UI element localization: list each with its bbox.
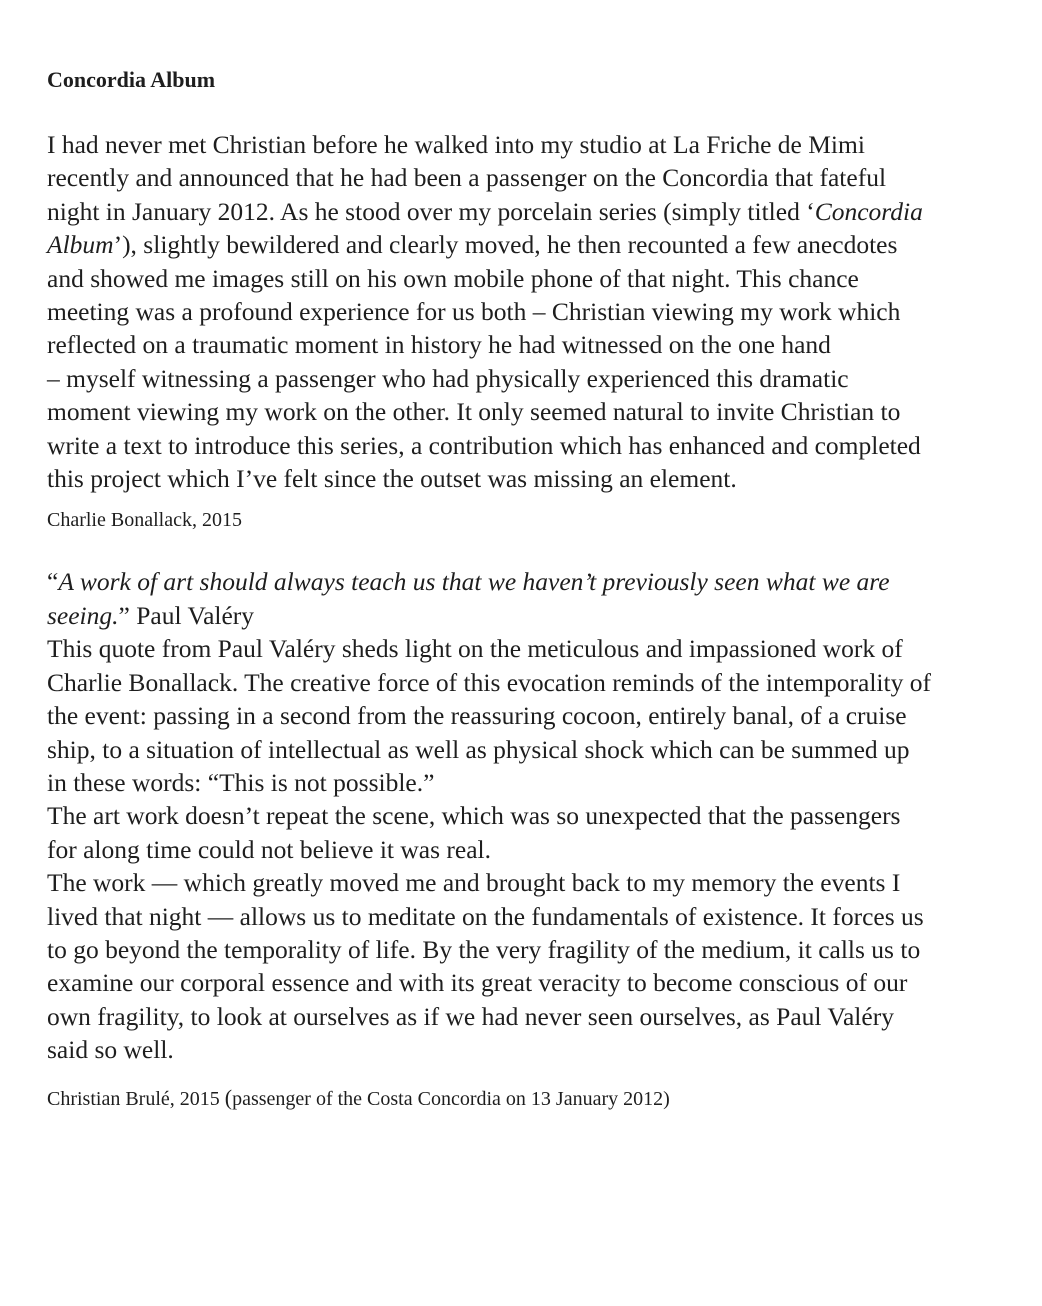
text-line: to go beyond the temporality of life. By the very fragility of the medium, it calls us to: [47, 934, 921, 964]
text-line: – myself witnessing a passenger who had physically experienced this dramatic: [47, 363, 849, 393]
text-line: examine our corporal essence and with its great veracity to become conscious of our: [47, 968, 908, 998]
series-title-italic: Concordia: [814, 196, 923, 226]
signature-name: Christian Brulé, 2015: [47, 1087, 225, 1110]
open-quote-mark: “: [47, 567, 59, 597]
text-line: I had never met Christian before he walked into my studio at La Friche de Mimi: [47, 130, 865, 159]
text-line: meeting was a profound experience for us both – Christian viewing my work which: [47, 297, 901, 327]
paren-open: (: [224, 1084, 233, 1110]
text-span: night in January 2012. As he stood over my porcelain series (simply titled ‘: [47, 196, 815, 226]
text-line: ship, to a situation of intellectual as well as physical shock which can be summed up: [47, 734, 910, 764]
quote-line: [47, 565, 1027, 598]
text-span: ’), slightly bewildered and clearly moved, he then recounted a few anecdotes: [113, 230, 898, 260]
text-line: own fragility, to look at ourselves as if we had never seen ourselves, as Paul Valéry: [47, 1001, 894, 1031]
text-line: write a text to introduce this series, a contribution which has enhanced and completed: [47, 430, 921, 460]
text-line: the event: passing in a second from the reassuring cocoon, entirely banal, of a cruise: [47, 701, 907, 731]
text-line: for along time could not believe it was real.: [47, 834, 491, 864]
text-line: [47, 228, 1027, 261]
document-page: [47, 66, 1027, 1112]
series-title-italic-cont: Album: [47, 230, 114, 260]
text-line: lived that night — allows us to meditate on the fundamentals of existence. It forces us: [47, 901, 924, 931]
text-line: and showed me images still on his own mobile phone of that night. This chance: [47, 263, 859, 293]
quote-text: seeing.: [47, 600, 119, 630]
intro-paragraph: [47, 128, 1027, 495]
text-line: The art work doesn’t repeat the scene, which was so unexpected that the passengers: [47, 801, 901, 831]
essay-paragraph: [47, 632, 1027, 1066]
text-line: reflected on a traumatic moment in history he had witnessed on the one hand: [47, 330, 831, 360]
intro-signature: Charlie Bonallack, 2015: [47, 509, 242, 532]
text-line: recently and announced that he had been a passenger on the Concordia that fateful: [47, 163, 887, 193]
quote-paragraph: [47, 565, 1027, 632]
closing-signature: [47, 1085, 1027, 1112]
text-line: This quote from Paul Valéry sheds light on the meticulous and impassioned work of: [47, 634, 903, 664]
text-line: Charlie Bonallack. The creative force of this evocation reminds of the intemporality of: [47, 667, 931, 697]
text-line: The work — which greatly moved me and brought back to my memory the events I: [47, 868, 901, 898]
close-quote-mark: ”: [118, 600, 130, 630]
signature-note: passenger of the Costa Concordia on 13 January 2012): [232, 1087, 670, 1110]
quote-line: [47, 599, 1027, 632]
text-line: moment viewing my work on the other. It only seemed natural to invite Christian to: [47, 397, 901, 427]
quote-text: A work of art should always teach us that we haven’t previously seen what we are: [58, 567, 890, 597]
quote-author: Paul Valéry: [129, 600, 255, 630]
document-title: Concordia Album: [47, 67, 216, 92]
text-line: said so well.: [47, 1035, 174, 1065]
text-line: this project which I’ve felt since the outset was missing an element.: [47, 464, 737, 494]
text-line: [47, 195, 1027, 228]
text-line: in these words: “This is not possible.”: [47, 767, 435, 797]
